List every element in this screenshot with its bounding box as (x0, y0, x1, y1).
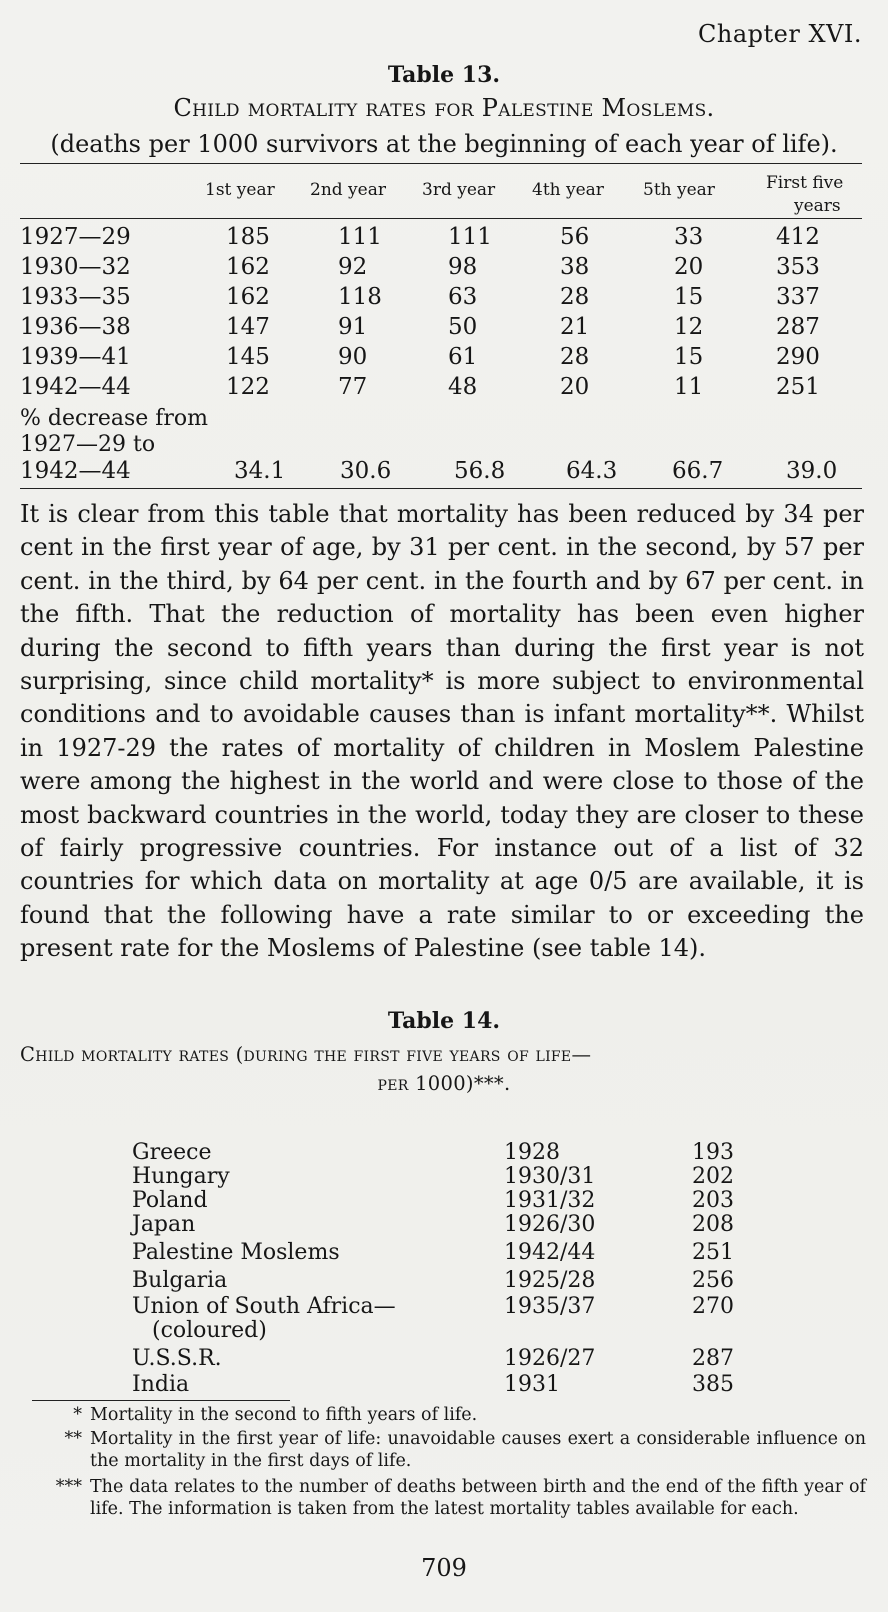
cell: 61 (448, 344, 478, 370)
table-row (20, 344, 862, 374)
cell: 290 (776, 344, 820, 370)
footnote-mark: ** (64, 1429, 82, 1449)
country-name: Poland (132, 1188, 208, 1213)
country-period: 1942/44 (504, 1240, 596, 1265)
cell: 30.6 (340, 458, 392, 484)
country-name: Bulgaria (132, 1268, 228, 1293)
table-row (20, 224, 862, 254)
country-period: 1925/28 (504, 1268, 596, 1293)
cell: 162 (226, 284, 270, 310)
table-row (20, 314, 862, 344)
cell: 11 (674, 374, 704, 400)
list-item (132, 1164, 832, 1190)
table-row (20, 284, 862, 314)
footnote (20, 1428, 866, 1472)
country-name: Japan (132, 1212, 196, 1237)
table13-header-4th: 4th year (532, 180, 604, 200)
cell: 12 (674, 314, 704, 340)
list-item (132, 1268, 832, 1294)
table-row (20, 374, 862, 404)
cell: 15 (674, 344, 704, 370)
list-item (132, 1212, 832, 1238)
country-name: Palestine Moslems (132, 1240, 340, 1265)
row-period: 1927—29 (20, 224, 131, 250)
cell: 353 (776, 254, 820, 280)
cell: 147 (226, 314, 270, 340)
cell: 28 (560, 344, 590, 370)
cell: 15 (674, 284, 704, 310)
country-period: 1928 (504, 1140, 560, 1165)
footnote-text: Mortality in the second to fifth years of life. (90, 1405, 478, 1425)
country-period: 1931/32 (504, 1188, 596, 1213)
table13-title: Table 13. (387, 62, 501, 88)
cell: 412 (776, 224, 820, 250)
country-rate: 270 (692, 1294, 734, 1319)
cell: 20 (674, 254, 704, 280)
row-period: 1936—38 (20, 314, 131, 340)
cell: 111 (448, 224, 492, 250)
table14-subtitle-end: per 1000)***. (377, 1072, 511, 1095)
table14-title: Table 14. (387, 1008, 501, 1034)
table-row (20, 254, 862, 284)
table13-subtitle: Child mortality rates for Palestine Moslems. (173, 94, 715, 122)
country-period: 1930/31 (504, 1164, 596, 1189)
cell: 92 (338, 254, 368, 280)
country-period: 1931 (504, 1372, 560, 1397)
country-name: (coloured) (152, 1318, 267, 1343)
decrease-label-line2: 1927—29 to (20, 432, 156, 457)
row-period: 1930—32 (20, 254, 131, 280)
country-name: Greece (132, 1140, 212, 1165)
table13-subtitle-units: (deaths per 1000 survivors at the beginning of each year of life). (50, 130, 838, 158)
cell: 287 (776, 314, 820, 340)
cell: 98 (448, 254, 478, 280)
footnote (20, 1404, 866, 1426)
table13-header-1st: 1st year (205, 180, 275, 200)
cell: 118 (338, 284, 382, 310)
cell: 63 (448, 284, 478, 310)
cell: 39.0 (786, 458, 838, 484)
country-name: Union of South Africa— (132, 1294, 396, 1319)
table13-top-rule (20, 163, 862, 164)
cell: 56 (560, 224, 590, 250)
footnote-mark: * (73, 1405, 82, 1425)
cell: 64.3 (566, 458, 618, 484)
cell: 20 (560, 374, 590, 400)
country-name: Hungary (132, 1164, 230, 1189)
country-rate: 385 (692, 1372, 734, 1397)
cell: 56.8 (454, 458, 506, 484)
body-paragraph: It is clear from this table that mortality has been reduced by 34 per cent in the first year of age, by 31 per cent. in the second, by 57 per cent. in the third, by 64 per cent. in the fourth and by 67 per cent. in the fifth. That the reduction of mortality has been even higher during the second to fifth years than during the first year is not surprising, since child mortality* is more subject to environmental conditions and to avoidable causes than is infant mortality**. Whilst in 1927-29 the rates of mortality of children in Moslem Palestine were among the highest in the world and were close to those of the most backward countries in the world, today they are closer to these of fairly progressive countries. For instance out of a list of 32 countries for which data on mortality at age 0/5 are available, it is found that the following have a rate similar to or exceeding the present rate for the Moslems of Palestine (see table 14). (20, 500, 864, 963)
country-name: India (132, 1372, 190, 1397)
footnote-text: Mortality in the first year of life: unavoidable causes exert a considerable influence on the mortality in the first days of life. (90, 1429, 866, 1471)
table13-header-2nd: 2nd year (310, 180, 386, 200)
cell: 50 (448, 314, 478, 340)
country-rate: 251 (692, 1240, 734, 1265)
cell: 162 (226, 254, 270, 280)
cell: 77 (338, 374, 368, 400)
country-period: 1926/27 (504, 1346, 596, 1371)
cell: 90 (338, 344, 368, 370)
country-rate: 203 (692, 1188, 734, 1213)
footnote-text: The data relates to the number of deaths between birth and the end of the fifth year of life. The information is taken from the latest mortality tables available for each. (90, 1477, 866, 1519)
row-period: 1942—44 (20, 374, 131, 400)
country-rate: 256 (692, 1268, 734, 1293)
footnote (20, 1476, 866, 1520)
table13-header-first-five: First five (766, 173, 844, 193)
page-number: 709 (421, 1554, 467, 1582)
list-item (132, 1188, 832, 1214)
cell: 145 (226, 344, 270, 370)
row-period: 1939—41 (20, 344, 131, 370)
cell: 122 (226, 374, 270, 400)
cell: 251 (776, 374, 820, 400)
table-row-decrease (20, 458, 862, 488)
row-period: 1942—44 (20, 458, 131, 484)
country-rate: 202 (692, 1164, 734, 1189)
row-period: 1933—35 (20, 284, 131, 310)
table13-header-5th: 5th year (643, 180, 715, 200)
cell: 38 (560, 254, 590, 280)
list-item (132, 1318, 832, 1344)
table13-bottom-rule (20, 488, 862, 489)
country-period: 1926/30 (504, 1212, 596, 1237)
cell: 34.1 (234, 458, 286, 484)
footnote-mark: *** (55, 1477, 82, 1497)
list-item (132, 1140, 832, 1166)
table13-header-years: years (794, 196, 841, 216)
list-item (132, 1240, 832, 1266)
cell: 111 (338, 224, 382, 250)
country-period: 1935/37 (504, 1294, 596, 1319)
footnote-rule (32, 1400, 290, 1401)
cell: 28 (560, 284, 590, 310)
list-item (132, 1294, 832, 1320)
cell: 33 (674, 224, 704, 250)
decrease-label-line1: % decrease from (20, 406, 209, 431)
table13-header-3rd: 3rd year (422, 180, 496, 200)
list-item (132, 1372, 832, 1398)
table13-header-rule (20, 218, 862, 219)
country-name: U.S.S.R. (132, 1346, 222, 1371)
cell: 185 (226, 224, 270, 250)
cell: 91 (338, 314, 368, 340)
cell: 21 (560, 314, 590, 340)
table14-subtitle: Child mortality rates (during the first five years of life— (20, 1043, 592, 1066)
list-item (132, 1346, 832, 1372)
chapter-heading: Chapter XVI. (698, 20, 862, 48)
cell: 337 (776, 284, 820, 310)
country-rate: 208 (692, 1212, 734, 1237)
country-rate: 287 (692, 1346, 734, 1371)
country-rate: 193 (692, 1140, 734, 1165)
cell: 48 (448, 374, 478, 400)
cell: 66.7 (672, 458, 724, 484)
